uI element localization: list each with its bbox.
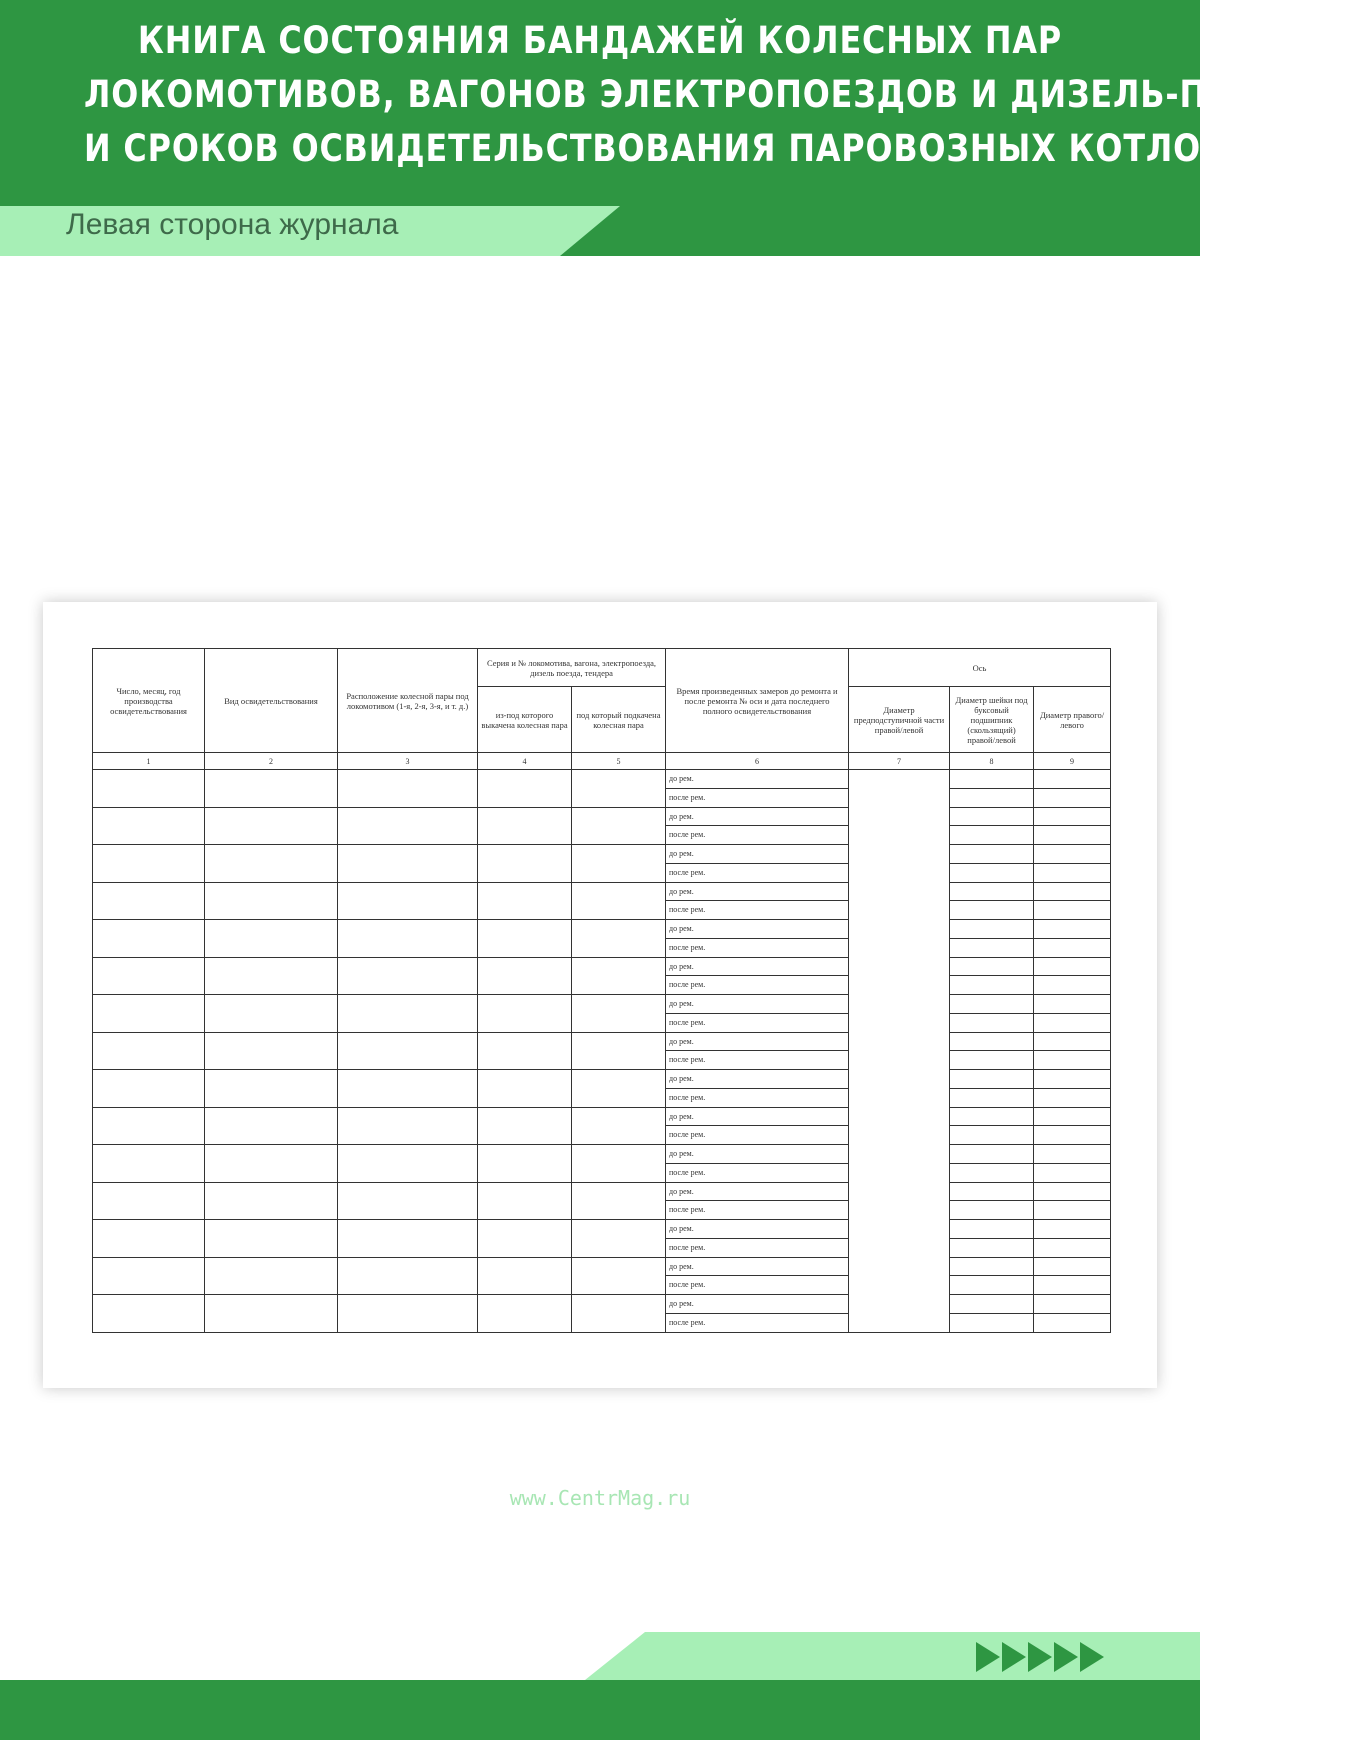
diameter-cell[interactable] xyxy=(1034,1257,1111,1295)
journal-body xyxy=(93,770,1111,1333)
entry-cell[interactable] xyxy=(338,882,478,920)
measure-cell[interactable] xyxy=(666,1295,849,1333)
journal-diameter-cell[interactable] xyxy=(950,770,1034,808)
col-header-rolled-in: под который подкачена колесная пара xyxy=(572,687,666,753)
table-row xyxy=(93,1145,1111,1183)
hub-diameter-cell[interactable] xyxy=(849,770,950,808)
upper-value-cell[interactable] xyxy=(950,1183,1033,1201)
entry-cell[interactable] xyxy=(572,1182,666,1220)
measure-cell[interactable] xyxy=(666,920,849,958)
lower-value-cell[interactable] xyxy=(950,1050,1033,1069)
lower-value-cell[interactable] xyxy=(950,825,1033,844)
entry-cell[interactable] xyxy=(478,845,572,883)
hub-diameter-cell[interactable] xyxy=(849,1145,950,1183)
entry-cell[interactable] xyxy=(205,1257,338,1295)
entry-cell[interactable] xyxy=(93,1182,205,1220)
journal-diameter-cell[interactable] xyxy=(950,845,1034,883)
upper-value-cell[interactable] xyxy=(1034,995,1110,1013)
before-repair-label: до рем. xyxy=(669,886,694,896)
column-number: 7 xyxy=(849,753,950,770)
column-number: 5 xyxy=(572,753,666,770)
entry-cell[interactable] xyxy=(93,807,205,845)
entry-cell[interactable] xyxy=(338,1182,478,1220)
entry-cell[interactable] xyxy=(338,807,478,845)
lower-value-cell[interactable] xyxy=(1034,1088,1110,1107)
lower-value-cell[interactable] xyxy=(1034,863,1110,882)
diameter-cell[interactable] xyxy=(1034,1070,1111,1108)
column-numbers-row xyxy=(93,753,1111,770)
lower-value-cell[interactable] xyxy=(1034,825,1110,844)
after-repair-label: после рем. xyxy=(666,825,848,844)
table-row xyxy=(93,807,1111,845)
before-repair-label: до рем. xyxy=(669,774,694,783)
measure-cell[interactable] xyxy=(666,882,849,920)
upper-value-cell[interactable] xyxy=(950,1258,1033,1276)
lower-value-cell[interactable] xyxy=(950,900,1033,919)
diameter-cell[interactable] xyxy=(1034,995,1111,1033)
journal-diameter-cell[interactable] xyxy=(950,882,1034,920)
entry-cell[interactable] xyxy=(338,920,478,958)
hub-diameter-cell[interactable] xyxy=(849,882,950,920)
lower-value-cell[interactable] xyxy=(1034,788,1110,807)
before-repair-label: до рем. xyxy=(669,1186,694,1196)
col-header-hub-diameter: Диаметр предподступичной части правой/левой xyxy=(849,687,950,753)
column-number: 1 xyxy=(93,753,205,770)
after-repair-label: после рем. xyxy=(666,1013,848,1032)
before-repair-label: до рем. xyxy=(669,1261,694,1271)
lower-value-cell[interactable] xyxy=(1034,1313,1110,1332)
lower-value-cell[interactable] xyxy=(950,938,1033,957)
upper-value-cell[interactable] xyxy=(950,1033,1033,1051)
hub-diameter-cell[interactable] xyxy=(849,995,950,1033)
before-repair-label: до рем. xyxy=(669,1224,694,1233)
hub-diameter-cell[interactable] xyxy=(849,1070,950,1108)
journal-diameter-cell[interactable] xyxy=(950,807,1034,845)
entry-cell[interactable] xyxy=(205,957,338,995)
entry-cell[interactable] xyxy=(338,1257,478,1295)
table-row xyxy=(93,1220,1111,1258)
entry-cell[interactable] xyxy=(205,920,338,958)
upper-value-cell[interactable] xyxy=(1034,1145,1110,1163)
before-repair-label: до рем. xyxy=(669,924,694,933)
diameter-cell[interactable] xyxy=(1034,1032,1111,1070)
journal-page xyxy=(43,602,1157,1388)
title-line-1: КНИГА СОСТОЯНИЯ БАНДАЖЕЙ КОЛЕСНЫХ ПАР xyxy=(137,19,1063,62)
lower-value-cell[interactable] xyxy=(1034,1200,1110,1219)
upper-value-cell[interactable] xyxy=(950,1295,1033,1313)
upper-value-cell[interactable] xyxy=(950,770,1033,788)
lower-value-cell[interactable] xyxy=(950,1013,1033,1032)
diameter-cell[interactable] xyxy=(1034,1145,1111,1183)
journal-diameter-cell[interactable] xyxy=(950,1257,1034,1295)
upper-value-cell[interactable] xyxy=(1034,808,1110,826)
lower-value-cell[interactable] xyxy=(950,1163,1033,1182)
col-header-date: Число, месяц, год производства освидетельствования xyxy=(93,649,205,753)
entry-cell[interactable] xyxy=(205,1032,338,1070)
lower-value-cell[interactable] xyxy=(1034,1050,1110,1069)
journal-diameter-cell[interactable] xyxy=(950,1145,1034,1183)
measure-cell[interactable] xyxy=(666,770,849,808)
journal-diameter-cell[interactable] xyxy=(950,1107,1034,1145)
footer-band xyxy=(0,1680,1200,1740)
entry-cell[interactable] xyxy=(478,1032,572,1070)
after-repair-label: после рем. xyxy=(666,788,848,807)
entry-cell[interactable] xyxy=(338,1070,478,1108)
entry-cell[interactable] xyxy=(93,1145,205,1183)
diameter-cell[interactable] xyxy=(1034,1295,1111,1333)
arrow-icon xyxy=(976,1642,1000,1672)
upper-value-cell[interactable] xyxy=(950,958,1033,976)
entry-cell[interactable] xyxy=(93,1070,205,1108)
entry-cell[interactable] xyxy=(572,770,666,808)
lower-value-cell[interactable] xyxy=(950,1238,1033,1257)
upper-value-cell[interactable] xyxy=(1034,920,1110,938)
entry-cell[interactable] xyxy=(205,1145,338,1183)
lower-value-cell[interactable] xyxy=(1034,1013,1110,1032)
entry-cell[interactable] xyxy=(205,770,338,808)
table-row xyxy=(93,882,1111,920)
before-repair-label: до рем. xyxy=(669,1074,694,1083)
entry-cell[interactable] xyxy=(478,957,572,995)
hub-diameter-cell[interactable] xyxy=(849,807,950,845)
entry-cell[interactable] xyxy=(205,1220,338,1258)
hub-diameter-cell[interactable] xyxy=(849,1107,950,1145)
column-number: 8 xyxy=(950,753,1034,770)
entry-cell[interactable] xyxy=(478,920,572,958)
entry-cell[interactable] xyxy=(338,1107,478,1145)
lower-value-cell[interactable] xyxy=(950,788,1033,807)
before-repair-label: до рем. xyxy=(669,999,694,1008)
measure-cell[interactable] xyxy=(666,807,849,845)
journal-diameter-cell[interactable] xyxy=(950,1032,1034,1070)
hub-diameter-cell[interactable] xyxy=(849,1257,950,1295)
lower-value-cell[interactable] xyxy=(950,975,1033,994)
table-row xyxy=(93,1107,1111,1145)
lower-value-cell[interactable] xyxy=(950,1275,1033,1294)
after-repair-label: после рем. xyxy=(666,1050,848,1069)
before-repair-label: до рем. xyxy=(669,961,694,971)
entry-cell[interactable] xyxy=(572,1107,666,1145)
entry-cell[interactable] xyxy=(572,1220,666,1258)
entry-cell[interactable] xyxy=(338,770,478,808)
diameter-cell[interactable] xyxy=(1034,770,1111,808)
col-header-measure-time: Время произведенных замеров до ремонта и после ремонта № оси и дата последнего полного освидетельствования xyxy=(666,649,849,753)
diameter-cell[interactable] xyxy=(1034,957,1111,995)
entry-cell[interactable] xyxy=(93,1295,205,1333)
journal-diameter-cell[interactable] xyxy=(950,1220,1034,1258)
entry-cell[interactable] xyxy=(93,882,205,920)
entry-cell[interactable] xyxy=(338,1145,478,1183)
lower-value-cell[interactable] xyxy=(1034,1163,1110,1182)
entry-cell[interactable] xyxy=(93,770,205,808)
col-header-journal-diameter: Диаметр шейки под буксовый подшипник (скользящий) правой/левой xyxy=(950,687,1034,753)
journal-table xyxy=(92,648,1111,1333)
entry-cell[interactable] xyxy=(478,807,572,845)
entry-cell[interactable] xyxy=(205,1070,338,1108)
arrow-icon xyxy=(1080,1642,1104,1672)
table-row xyxy=(93,845,1111,883)
entry-cell[interactable] xyxy=(478,1182,572,1220)
diameter-cell[interactable] xyxy=(1034,1107,1111,1145)
column-number: 6 xyxy=(666,753,849,770)
lower-value-cell[interactable] xyxy=(950,863,1033,882)
after-repair-label: после рем. xyxy=(666,1313,848,1332)
table-row xyxy=(93,920,1111,958)
table-row xyxy=(93,1070,1111,1108)
page-title xyxy=(84,14,1363,176)
upper-value-cell[interactable] xyxy=(1034,1220,1110,1238)
table-row xyxy=(93,1032,1111,1070)
entry-cell[interactable] xyxy=(478,1220,572,1258)
entry-cell[interactable] xyxy=(93,1032,205,1070)
col-header-axis-group: Ось xyxy=(849,649,1111,687)
entry-cell[interactable] xyxy=(338,957,478,995)
diameter-cell[interactable] xyxy=(1034,882,1111,920)
lower-value-cell[interactable] xyxy=(950,1313,1033,1332)
watermark: www.CentrMag.ru xyxy=(509,1486,691,1510)
diameter-cell[interactable] xyxy=(1034,920,1111,958)
before-repair-label: до рем. xyxy=(669,1036,694,1046)
upper-value-cell[interactable] xyxy=(1034,883,1110,901)
arrow-icon xyxy=(1002,1642,1026,1672)
upper-value-cell[interactable] xyxy=(950,995,1033,1013)
entry-cell[interactable] xyxy=(572,1295,666,1333)
entry-cell[interactable] xyxy=(338,845,478,883)
before-repair-label: до рем. xyxy=(669,849,694,858)
measure-cell[interactable] xyxy=(666,995,849,1033)
entry-cell[interactable] xyxy=(478,1295,572,1333)
col-header-type: Вид освидетельствования xyxy=(205,649,338,753)
entry-cell[interactable] xyxy=(572,845,666,883)
after-repair-label: после рем. xyxy=(666,1163,848,1182)
subtitle: Левая сторона журнала xyxy=(66,208,399,241)
before-repair-label: до рем. xyxy=(669,1111,694,1121)
after-repair-label: после рем. xyxy=(666,1125,848,1144)
measure-cell[interactable] xyxy=(666,1032,849,1070)
upper-value-cell[interactable] xyxy=(1034,845,1110,863)
forward-arrows-icon xyxy=(976,1642,1104,1672)
entry-cell[interactable] xyxy=(93,845,205,883)
table-row xyxy=(93,770,1111,808)
hub-diameter-cell[interactable] xyxy=(849,1182,950,1220)
entry-cell[interactable] xyxy=(205,1295,338,1333)
lower-value-cell[interactable] xyxy=(1034,975,1110,994)
measure-cell[interactable] xyxy=(666,1145,849,1183)
entry-cell[interactable] xyxy=(572,920,666,958)
title-line-2: ЛОКОМОТИВОВ, ВАГОНОВ ЭЛЕКТРОПОЕЗДОВ И ДИЗЕЛЬ-ПОЕЗДОВ xyxy=(84,73,1363,116)
upper-value-cell[interactable] xyxy=(1034,1258,1110,1276)
entry-cell[interactable] xyxy=(478,1070,572,1108)
upper-value-cell[interactable] xyxy=(1034,1183,1110,1201)
upper-value-cell[interactable] xyxy=(950,1070,1033,1088)
hub-diameter-cell[interactable] xyxy=(849,1295,950,1333)
entry-cell[interactable] xyxy=(205,1182,338,1220)
journal-diameter-cell[interactable] xyxy=(950,1070,1034,1108)
entry-cell[interactable] xyxy=(572,1032,666,1070)
entry-cell[interactable] xyxy=(205,882,338,920)
entry-cell[interactable] xyxy=(572,995,666,1033)
after-repair-label: после рем. xyxy=(666,1088,848,1107)
upper-value-cell[interactable] xyxy=(1034,1295,1110,1313)
lower-value-cell[interactable] xyxy=(1034,1125,1110,1144)
table-row xyxy=(93,1295,1111,1333)
after-repair-label: после рем. xyxy=(666,938,848,957)
entry-cell[interactable] xyxy=(478,1257,572,1295)
lower-value-cell[interactable] xyxy=(950,1200,1033,1219)
entry-cell[interactable] xyxy=(572,957,666,995)
hub-diameter-cell[interactable] xyxy=(849,957,950,995)
hub-diameter-cell[interactable] xyxy=(849,845,950,883)
upper-value-cell[interactable] xyxy=(1034,1108,1110,1126)
upper-value-cell[interactable] xyxy=(950,920,1033,938)
journal-diameter-cell[interactable] xyxy=(950,957,1034,995)
footer-ribbon xyxy=(585,1632,1200,1680)
measure-cell[interactable] xyxy=(666,1257,849,1295)
upper-value-cell[interactable] xyxy=(950,883,1033,901)
column-number: 4 xyxy=(478,753,572,770)
journal-diameter-cell[interactable] xyxy=(950,995,1034,1033)
lower-value-cell[interactable] xyxy=(950,1088,1033,1107)
measure-cell[interactable] xyxy=(666,1220,849,1258)
after-repair-label: после рем. xyxy=(666,900,848,919)
entry-cell[interactable] xyxy=(572,882,666,920)
column-number: 9 xyxy=(1034,753,1111,770)
entry-cell[interactable] xyxy=(205,1107,338,1145)
entry-cell[interactable] xyxy=(93,995,205,1033)
title-line-3: И СРОКОВ ОСВИДЕТЕЛЬСТВОВАНИЯ ПАРОВОЗНЫХ КОТЛОВ xyxy=(84,127,1227,170)
journal-diameter-cell[interactable] xyxy=(950,1295,1034,1333)
lower-value-cell[interactable] xyxy=(1034,900,1110,919)
before-repair-label: до рем. xyxy=(669,1149,694,1158)
entry-cell[interactable] xyxy=(93,957,205,995)
diameter-cell[interactable] xyxy=(1034,845,1111,883)
column-number: 3 xyxy=(338,753,478,770)
col-header-position: Расположение колесной пары под локомотивом (1-я, 2-я, 3-я, и т. д.) xyxy=(338,649,478,753)
entry-cell[interactable] xyxy=(572,1145,666,1183)
col-header-diameter: Диаметр правого/левого xyxy=(1034,687,1111,753)
entry-cell[interactable] xyxy=(572,807,666,845)
measure-cell[interactable] xyxy=(666,845,849,883)
measure-cell[interactable] xyxy=(666,957,849,995)
entry-cell[interactable] xyxy=(93,920,205,958)
entry-cell[interactable] xyxy=(572,1070,666,1108)
upper-value-cell[interactable] xyxy=(1034,1033,1110,1051)
table-row xyxy=(93,995,1111,1033)
column-number: 2 xyxy=(205,753,338,770)
lower-value-cell[interactable] xyxy=(1034,938,1110,957)
before-repair-label: до рем. xyxy=(669,811,694,821)
upper-value-cell[interactable] xyxy=(950,1108,1033,1126)
entry-cell[interactable] xyxy=(93,1220,205,1258)
after-repair-label: после рем. xyxy=(666,1238,848,1257)
diameter-cell[interactable] xyxy=(1034,1182,1111,1220)
hub-diameter-cell[interactable] xyxy=(849,1032,950,1070)
lower-value-cell[interactable] xyxy=(950,1125,1033,1144)
hub-diameter-cell[interactable] xyxy=(849,920,950,958)
entry-cell[interactable] xyxy=(205,845,338,883)
entry-cell[interactable] xyxy=(205,807,338,845)
entry-cell[interactable] xyxy=(478,770,572,808)
col-header-rolled-out: из-под которого выкачена колесная пара xyxy=(478,687,572,753)
diameter-cell[interactable] xyxy=(1034,1220,1111,1258)
journal-diameter-cell[interactable] xyxy=(950,920,1034,958)
upper-value-cell[interactable] xyxy=(950,808,1033,826)
table-row xyxy=(93,1182,1111,1220)
upper-value-cell[interactable] xyxy=(950,1220,1033,1238)
hub-diameter-cell[interactable] xyxy=(849,1220,950,1258)
entry-cell[interactable] xyxy=(338,1220,478,1258)
upper-value-cell[interactable] xyxy=(1034,1070,1110,1088)
entry-cell[interactable] xyxy=(478,1107,572,1145)
upper-value-cell[interactable] xyxy=(950,845,1033,863)
journal-diameter-cell[interactable] xyxy=(950,1182,1034,1220)
lower-value-cell[interactable] xyxy=(1034,1238,1110,1257)
measure-cell[interactable] xyxy=(666,1182,849,1220)
entry-cell[interactable] xyxy=(93,1257,205,1295)
before-repair-label: до рем. xyxy=(669,1299,694,1308)
after-repair-label: после рем. xyxy=(666,975,848,994)
entry-cell[interactable] xyxy=(338,995,478,1033)
measure-cell[interactable] xyxy=(666,1107,849,1145)
entry-cell[interactable] xyxy=(338,1295,478,1333)
upper-value-cell[interactable] xyxy=(1034,958,1110,976)
after-repair-label: после рем. xyxy=(666,863,848,882)
entry-cell[interactable] xyxy=(478,882,572,920)
entry-cell[interactable] xyxy=(205,995,338,1033)
diameter-cell[interactable] xyxy=(1034,807,1111,845)
after-repair-label: после рем. xyxy=(666,1275,848,1294)
upper-value-cell[interactable] xyxy=(950,1145,1033,1163)
table-row xyxy=(93,957,1111,995)
upper-value-cell[interactable] xyxy=(1034,770,1110,788)
entry-cell[interactable] xyxy=(478,1145,572,1183)
entry-cell[interactable] xyxy=(572,1257,666,1295)
after-repair-label: после рем. xyxy=(666,1200,848,1219)
entry-cell[interactable] xyxy=(338,1032,478,1070)
measure-cell[interactable] xyxy=(666,1070,849,1108)
arrow-icon xyxy=(1054,1642,1078,1672)
arrow-icon xyxy=(1028,1642,1052,1672)
lower-value-cell[interactable] xyxy=(1034,1275,1110,1294)
entry-cell[interactable] xyxy=(93,1107,205,1145)
col-header-series-group: Серия и № локомотива, вагона, электропоезда, дизель поезда, тендера xyxy=(478,649,666,687)
entry-cell[interactable] xyxy=(478,995,572,1033)
table-row xyxy=(93,1257,1111,1295)
